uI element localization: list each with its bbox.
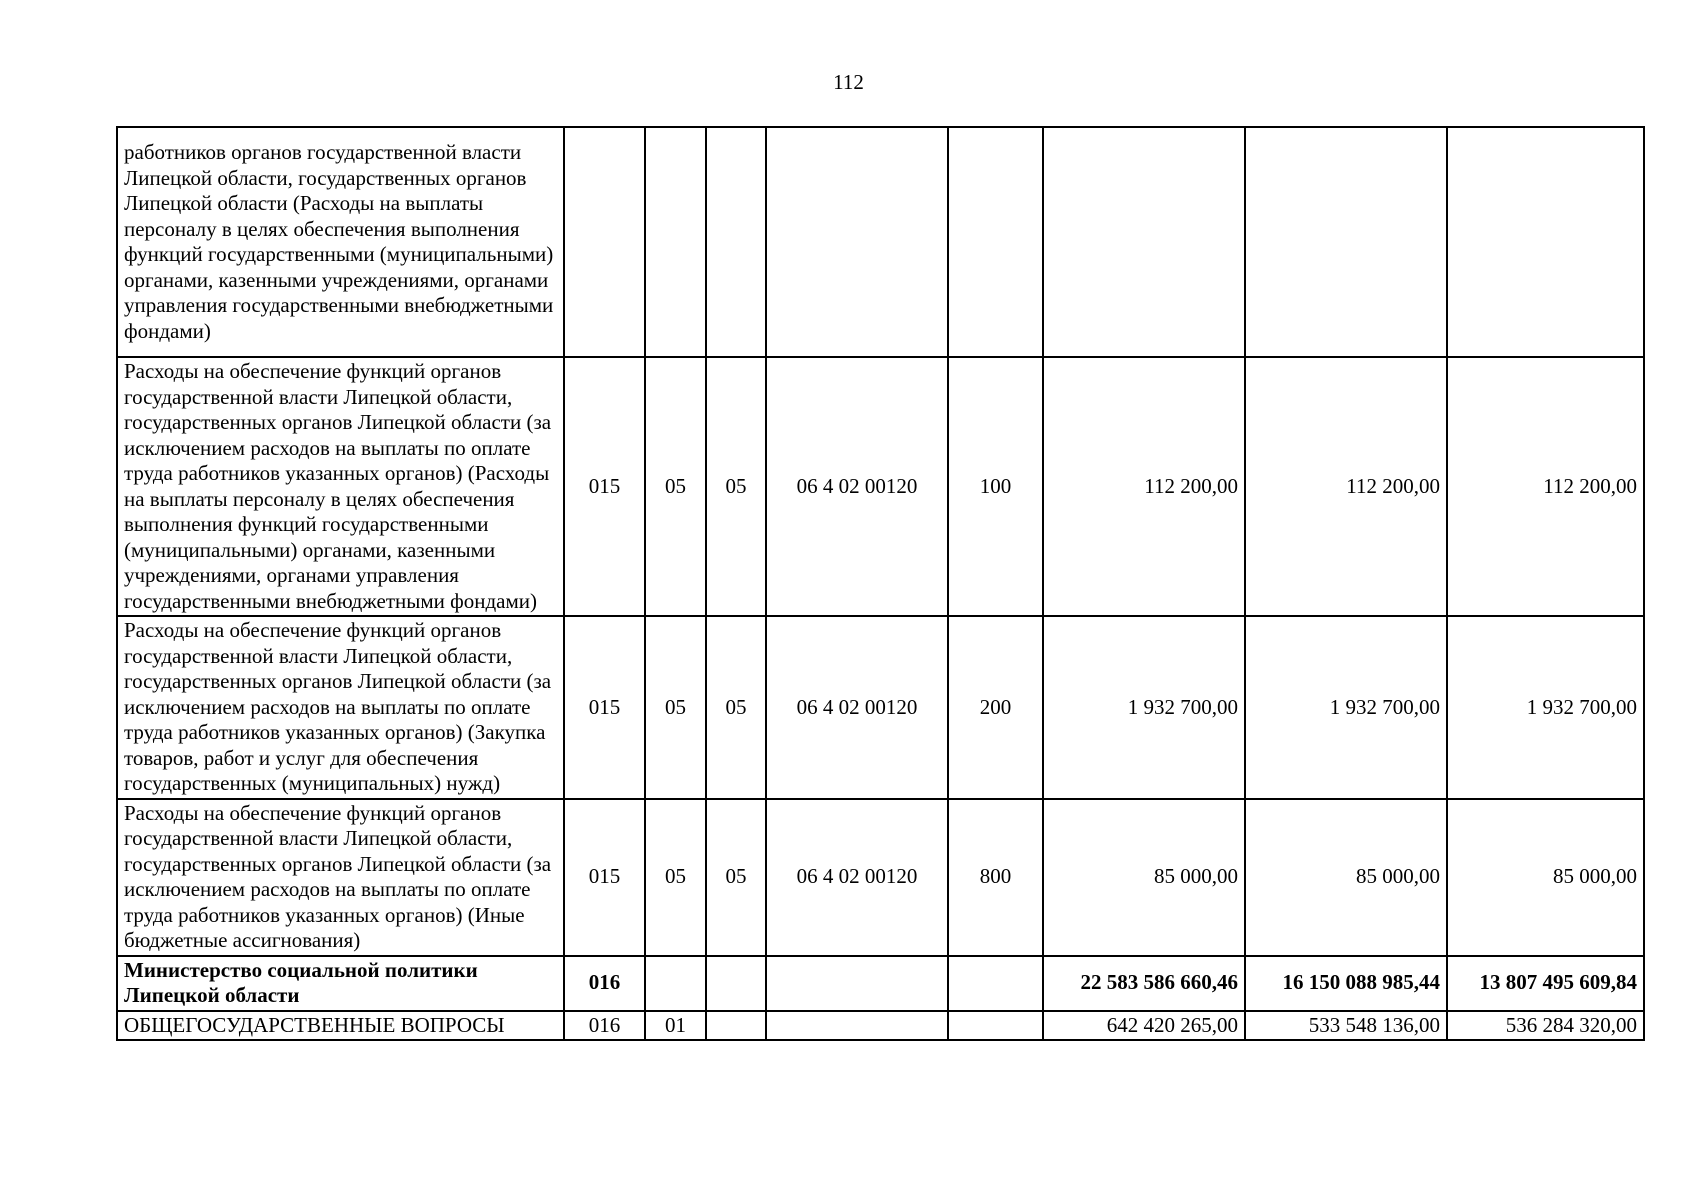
cell-amount-2: 1 932 700,00 [1245, 616, 1447, 799]
cell-amount-1: 1 932 700,00 [1043, 616, 1245, 799]
cell-section: 05 [645, 616, 706, 799]
cell-amount-2: 112 200,00 [1245, 357, 1447, 616]
cell-description: ОБЩЕГОСУДАРСТВЕННЫЕ ВОПРОСЫ [117, 1011, 564, 1041]
table-row [117, 799, 1644, 956]
cell-expense-type: 100 [948, 357, 1043, 616]
cell-ministry-code [564, 127, 645, 357]
cell-target-article [766, 127, 948, 357]
cell-amount-3: 536 284 320,00 [1447, 1011, 1644, 1041]
cell-description: Расходы на обеспечение функций органов государственной власти Липецкой области, государственных органов Липецкой области (за исключением расходов на выплаты по оплате труда работников указанных органов) (Закупка товаров, работ и услуг для обеспечения государственных (муниципальных) нужд) [117, 616, 564, 799]
cell-expense-type [948, 956, 1043, 1011]
cell-section: 05 [645, 357, 706, 616]
cell-section: 01 [645, 1011, 706, 1041]
cell-subsection: 05 [706, 616, 766, 799]
cell-amount-3: 13 807 495 609,84 [1447, 956, 1644, 1011]
cell-amount-1: 22 583 586 660,46 [1043, 956, 1245, 1011]
table-row [117, 127, 1644, 357]
cell-amount-2: 85 000,00 [1245, 799, 1447, 956]
cell-expense-type: 200 [948, 616, 1043, 799]
cell-ministry-code: 016 [564, 956, 645, 1011]
cell-subsection [706, 127, 766, 357]
cell-target-article [766, 1011, 948, 1041]
cell-amount-1 [1043, 127, 1245, 357]
cell-description: Расходы на обеспечение функций органов государственной власти Липецкой области, государственных органов Липецкой области (за исключением расходов на выплаты по оплате труда работников указанных органов) (Иные бюджетные ассигнования) [117, 799, 564, 956]
cell-subsection [706, 1011, 766, 1041]
table-row [117, 956, 1644, 1011]
cell-target-article: 06 4 02 00120 [766, 357, 948, 616]
cell-section: 05 [645, 799, 706, 956]
cell-description: Расходы на обеспечение функций органов государственной власти Липецкой области, государственных органов Липецкой области (за исключением расходов на выплаты по оплате труда работников указанных органов) (Расходы на выплаты персоналу в целях обеспечения выполнения функций государственными (муниципальными) органами, казенными учреждениями, органами управления государственными внебюджетными фондами) [117, 357, 564, 616]
cell-subsection [706, 956, 766, 1011]
cell-subsection: 05 [706, 799, 766, 956]
cell-section [645, 127, 706, 357]
cell-ministry-code: 016 [564, 1011, 645, 1041]
cell-amount-2 [1245, 127, 1447, 357]
cell-description: Министерство социальной политики Липецкой области [117, 956, 564, 1011]
budget-table [116, 126, 1645, 1041]
table-row [117, 1011, 1644, 1041]
cell-expense-type: 800 [948, 799, 1043, 956]
table-row [117, 357, 1644, 616]
cell-description: работников органов государственной власти Липецкой области, государственных органов Липецкой области (Расходы на выплаты персоналу в целях обеспечения выполнения функций государственными (муниципальными) органами, казенными учреждениями, органами управления государственными внебюджетными фондами) [117, 127, 564, 357]
cell-expense-type [948, 127, 1043, 357]
cell-target-article: 06 4 02 00120 [766, 799, 948, 956]
cell-amount-3 [1447, 127, 1644, 357]
cell-amount-2: 533 548 136,00 [1245, 1011, 1447, 1041]
cell-amount-3: 112 200,00 [1447, 357, 1644, 616]
cell-section [645, 956, 706, 1011]
cell-ministry-code: 015 [564, 616, 645, 799]
cell-target-article [766, 956, 948, 1011]
cell-amount-1: 85 000,00 [1043, 799, 1245, 956]
cell-target-article: 06 4 02 00120 [766, 616, 948, 799]
cell-expense-type [948, 1011, 1043, 1041]
cell-amount-3: 85 000,00 [1447, 799, 1644, 956]
cell-subsection: 05 [706, 357, 766, 616]
page-number: 112 [833, 70, 864, 94]
cell-ministry-code: 015 [564, 799, 645, 956]
cell-amount-3: 1 932 700,00 [1447, 616, 1644, 799]
cell-amount-1: 112 200,00 [1043, 357, 1245, 616]
table-row [117, 616, 1644, 799]
cell-amount-1: 642 420 265,00 [1043, 1011, 1245, 1041]
cell-ministry-code: 015 [564, 357, 645, 616]
cell-amount-2: 16 150 088 985,44 [1245, 956, 1447, 1011]
